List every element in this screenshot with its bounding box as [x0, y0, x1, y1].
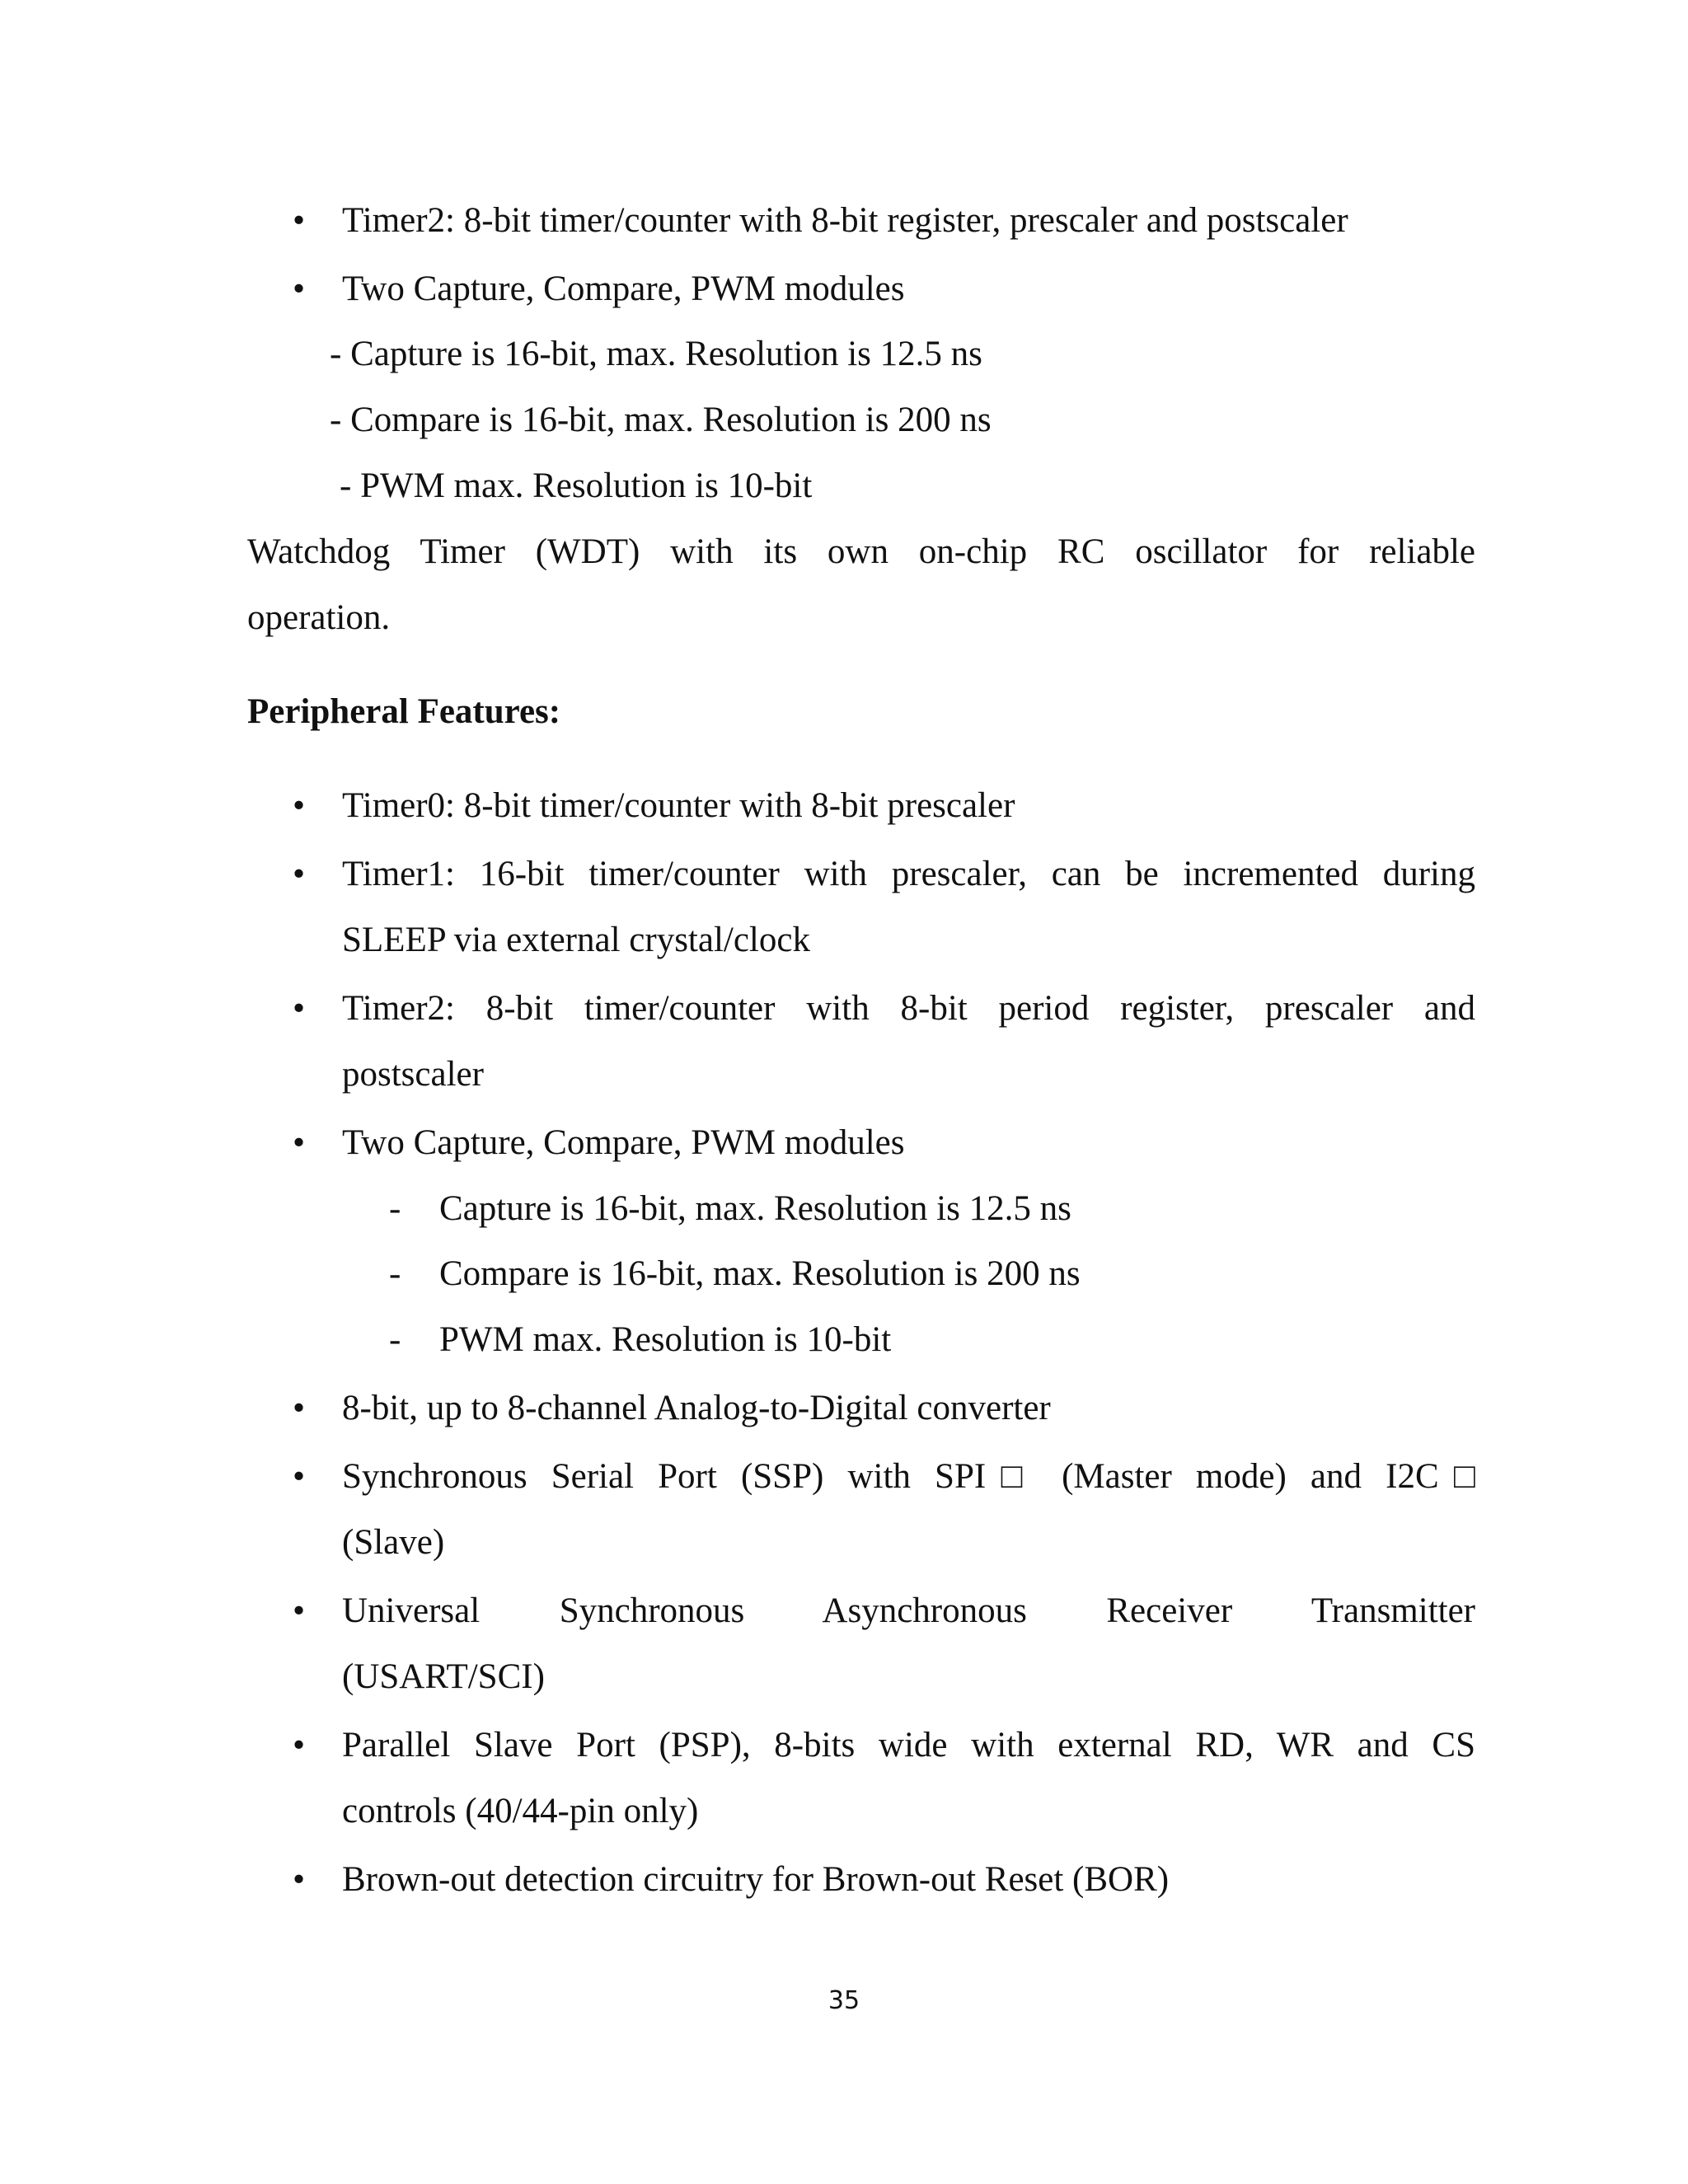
sub-item-dash: - [389, 1320, 401, 1359]
bullet-marker: • [293, 989, 306, 1028]
list-item-timer2-line-1: Timer2: 8-bit timer/counter with 8-bit period register, prescaler and [342, 989, 1475, 1028]
bullet-marker: • [293, 269, 306, 308]
list-item-psp-line-1: Parallel Slave Port (PSP), 8-bits wide with external RD, WR and CS [342, 1726, 1475, 1765]
sub-item-dash: - [389, 1254, 401, 1293]
bullet-marker: • [293, 855, 306, 893]
watchdog-line-2: operation. [247, 598, 391, 637]
list-item-usart-line-1: Universal Synchronous Asynchronous Receiver Transmitter [342, 1591, 1475, 1630]
list-item-ccp: Two Capture, Compare, PWM modules [342, 1123, 905, 1162]
sub-item-capture-top: - Capture is 16-bit, max. Resolution is 12.5 ns [330, 335, 982, 373]
bullet-marker: • [293, 1389, 306, 1427]
section-heading: Peripheral Features: [247, 692, 561, 731]
bullet-marker: • [293, 1457, 306, 1496]
list-item-ccp-top: Two Capture, Compare, PWM modules [342, 269, 905, 308]
list-item-usart-line-2: (USART/SCI) [342, 1657, 545, 1696]
list-item-ssp-line-1: Synchronous Serial Port (SSP) with SPI□ (Master mode) and I2C□ [342, 1457, 1475, 1496]
watchdog-line-1: Watchdog Timer (WDT) with its own on-chip RC oscillator for reliable [247, 532, 1475, 571]
sub-item-dash: - [389, 1189, 401, 1228]
bullet-marker: • [293, 1123, 306, 1162]
list-item-timer0: Timer0: 8-bit timer/counter with 8-bit prescaler [342, 786, 1015, 825]
bullet-marker: • [293, 201, 306, 240]
bullet-marker: • [293, 1860, 306, 1899]
list-item-adc: 8-bit, up to 8-channel Analog-to-Digital converter [342, 1389, 1051, 1427]
sub-item-pwm: PWM max. Resolution is 10-bit [439, 1320, 892, 1359]
list-item-timer1-line-1: Timer1: 16-bit timer/counter with prescaler, can be incremented during [342, 855, 1475, 893]
list-item-timer2-top: Timer2: 8-bit timer/counter with 8-bit register, prescaler and postscaler [342, 201, 1348, 240]
list-item-psp-line-2: controls (40/44-pin only) [342, 1792, 699, 1830]
page-number: 35 [828, 1986, 860, 2015]
sub-item-pwm-top: - PWM max. Resolution is 10-bit [340, 466, 813, 505]
sub-item-compare: Compare is 16-bit, max. Resolution is 200 ns [439, 1254, 1081, 1293]
list-item-timer2-line-2: postscaler [342, 1055, 484, 1094]
list-item-bor: Brown-out detection circuitry for Brown-out Reset (BOR) [342, 1860, 1170, 1899]
list-item-ssp-line-2: (Slave) [342, 1523, 445, 1562]
list-item-timer1-line-2: SLEEP via external crystal/clock [342, 921, 810, 959]
sub-item-compare-top: - Compare is 16-bit, max. Resolution is 200 ns [330, 401, 992, 439]
sub-item-capture: Capture is 16-bit, max. Resolution is 12.5 ns [439, 1189, 1071, 1228]
bullet-marker: • [293, 1726, 306, 1765]
bullet-marker: • [293, 786, 306, 825]
bullet-marker: • [293, 1591, 306, 1630]
